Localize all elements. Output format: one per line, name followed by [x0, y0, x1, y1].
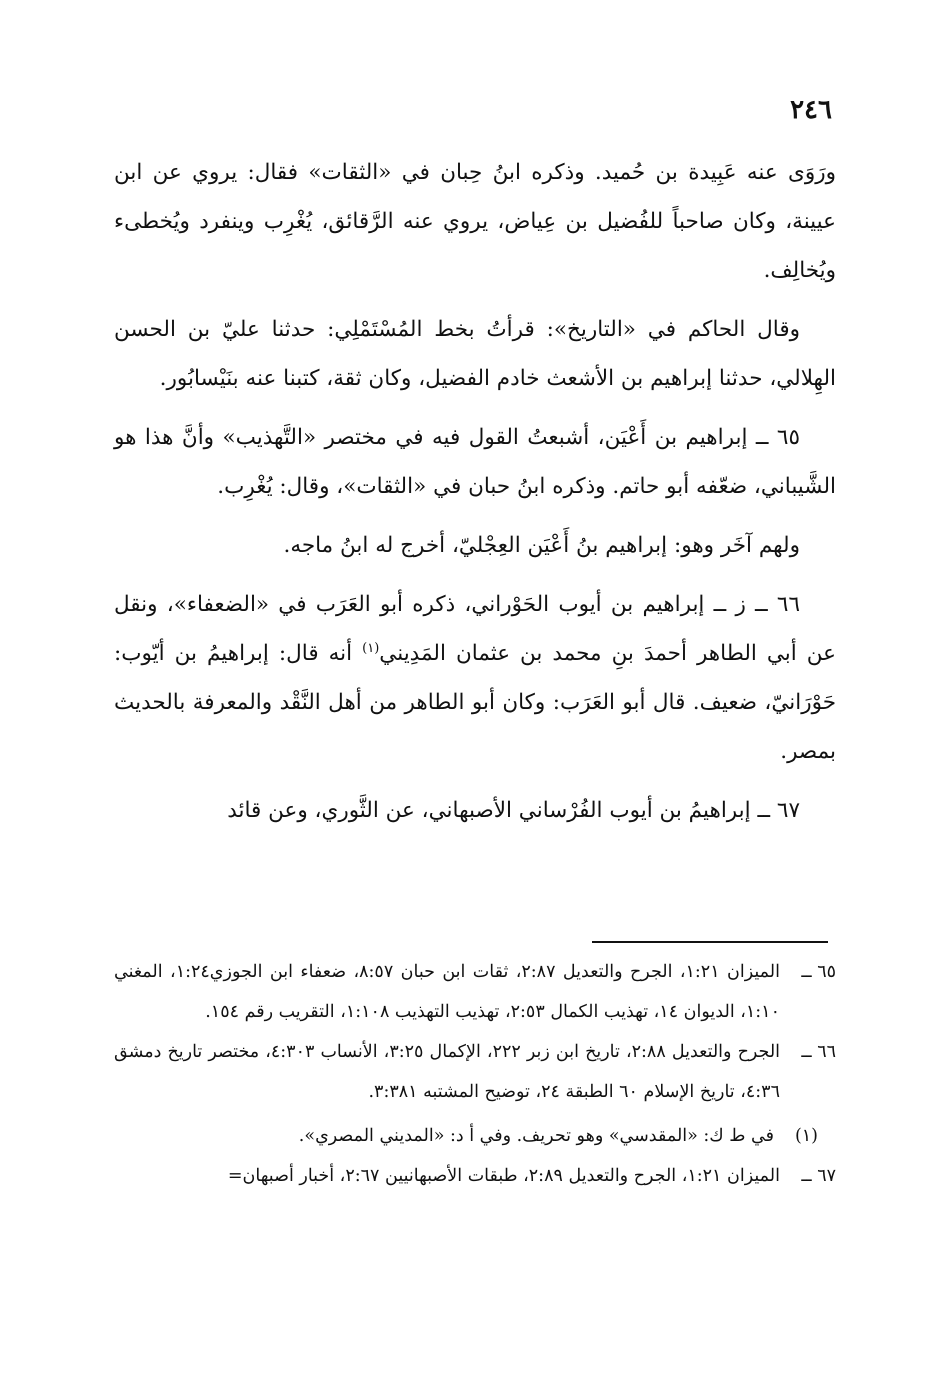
- footnote-marker: (١): [362, 640, 380, 656]
- paragraph-ijli: ولهم آخَر وهو: إبراهيم بنُ أَعْيَن العِجْليّ، أخرج له ابنُ ماجه.: [283, 533, 800, 558]
- footnote-separator: [592, 941, 828, 943]
- entry-66: [114, 580, 836, 776]
- footnote-text: في ط ك: «المقدسي» وهو تحريف. وفي أ د: «المديني المصري».: [298, 1126, 774, 1146]
- footnote-1: [114, 1116, 836, 1156]
- reference-text: الميزان ١:٢١، الجرح والتعديل ٢:٨٩، طبقات الأصبهانيين ٢:٦٧، أخبار أصبهان=: [227, 1166, 780, 1186]
- page-number: ٢٤٦: [790, 95, 832, 125]
- entry-66-tail: أنه قال: إبراهيمُ بن أيّوب: حَوْرَانيّ، ضعيف. قال أبو العَرَب: وكان أبو الطاهر من أهل النَّقْد والمعرفة بالحديث بمصر.: [114, 641, 836, 764]
- reference-text: الجرح والتعديل ٢:٨٨، تاريخ ابن زبر ٢٢٢، الإكمال ٣:٢٥، الأنساب ٤:٣٠٣، مختصر تاريخ دمشق ٤:٣٦، تاريخ الإسلام ٦٠ الطبقة ٢٤، توضيح المشتبه ٣:٣٨١.: [114, 1042, 781, 1102]
- reference-number: ٦٦ ــ: [801, 1042, 836, 1062]
- reference-number: ٦٧ ــ: [801, 1166, 836, 1186]
- references-section: [114, 952, 836, 1196]
- entry-67: ٦٧ ــ إبراهيمُ بن أيوب الفُرْساني الأصبهاني، عن الثَّوري، وعن قائد: [227, 798, 800, 823]
- entry-65: ٦٥ ــ إبراهيم بن أَعْيَن، أشبعتُ القول فيه في مختصر «التَّهذيب» وأنَّ هذا هو الشَّيباني، ضعّفه أبو حاتم. وذكره ابنُ حبان في «الثقات»، وقال: يُغْرِب.: [114, 425, 836, 499]
- main-text: [114, 148, 836, 845]
- reference-66: [114, 1032, 836, 1112]
- footnote-number: (١): [794, 1126, 818, 1146]
- paragraph-hakim: وقال الحاكم في «التاريخ»: قرأتُ بخط المُسْتَمْلِي: حدثنا عليّ بن الحسن الهِلالي، حدثنا إبراهيم بن الأشعث خادم الفضيل، وكان ثقة، كتبنا عنه بنَيْسابُور.: [114, 317, 836, 391]
- entry-66-text: ٦٦ ــ ز ــ إبراهيم بن أيوب الحَوْراني، ذكره أبو العَرَب في «الضعفاء»، ونقل عن أبي الطاهر أحمدَ بنِ محمد بن عثمان المَدِيني: [114, 592, 836, 666]
- reference-65: [114, 952, 836, 1032]
- reference-67: [114, 1156, 836, 1196]
- reference-text: الميزان ١:٢١، الجرح والتعديل ٢:٨٧، ثقات ابن حبان ٨:٥٧، ضعفاء ابن الجوزي١:٢٤، المغني ١:١٠، الديوان ١٤، تهذيب الكمال ٢:٥٣، تهذيب التهذيب ١:١٠٨، التقريب رقم ١٥٤.: [114, 962, 780, 1022]
- paragraph-continuation: ورَوَى عنه عَبِيدة بن حُميد. وذكره ابنُ حِبان في «الثقات» فقال: يروي عن ابن عيينة، وكان صاحباً للفُضيل بن عِياض، يروي عنه الرَّقائق، يُغْرِب وينفرد ويُخطىء ويُخالِف.: [114, 160, 836, 283]
- reference-number: ٦٥ ــ: [801, 962, 836, 982]
